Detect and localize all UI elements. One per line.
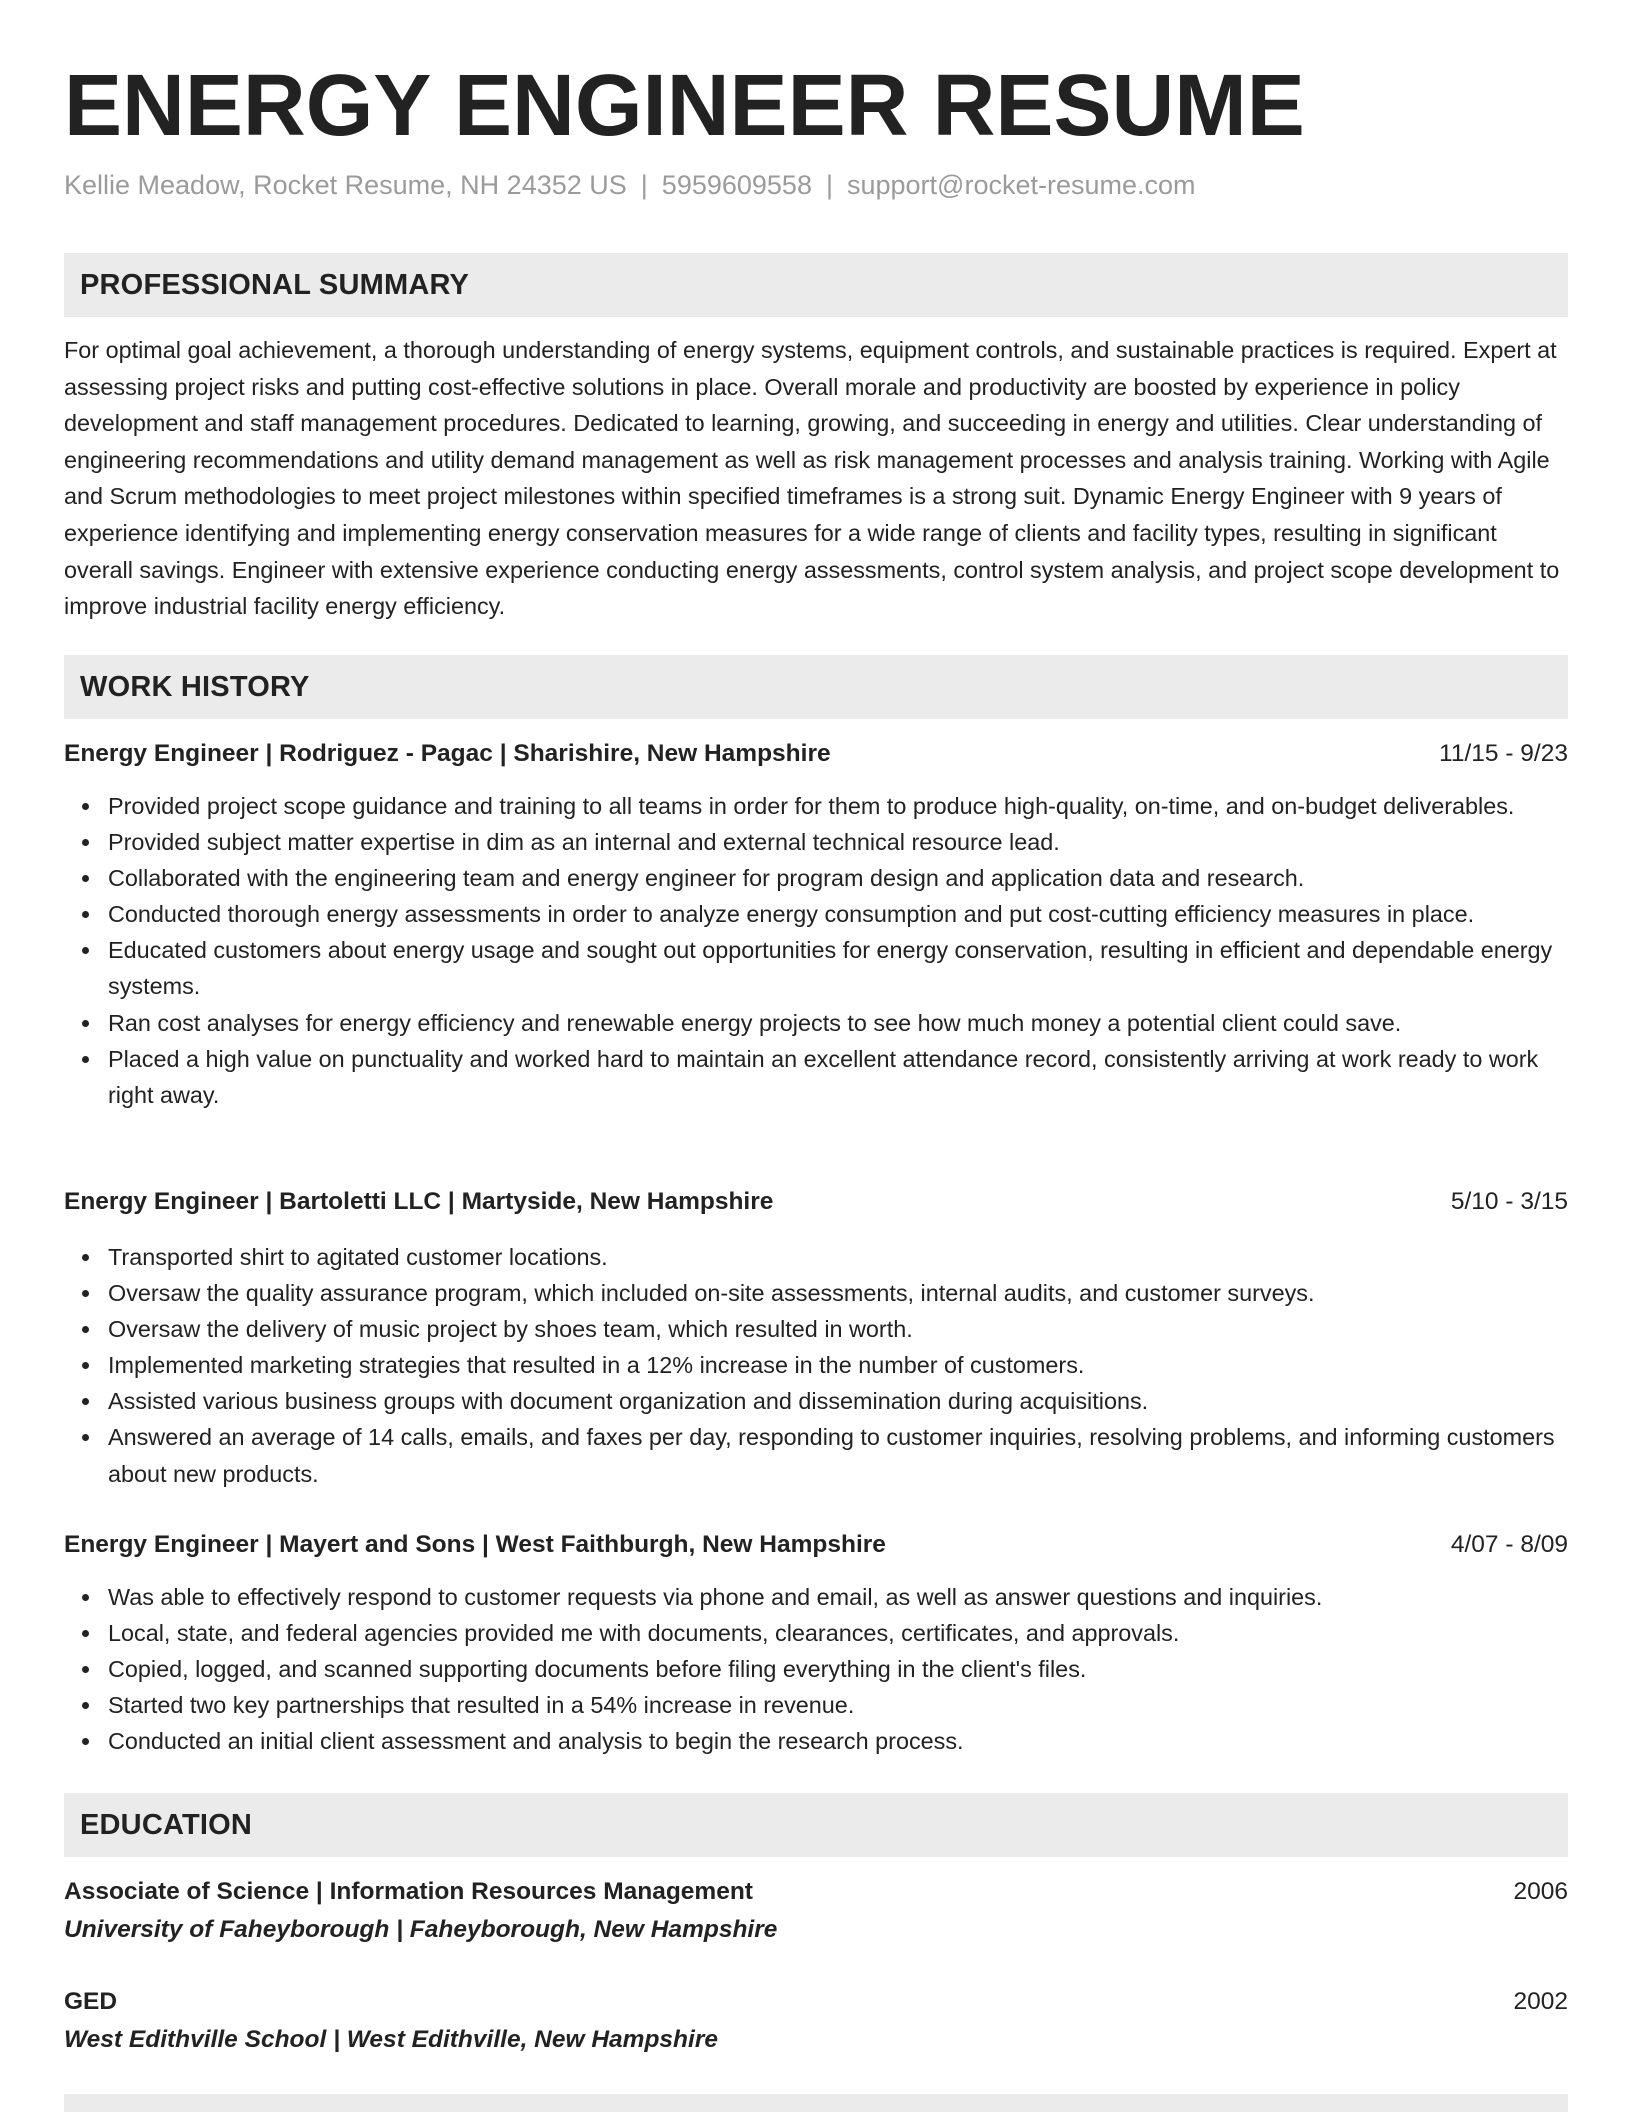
- job-heading: [64, 1184, 1568, 1220]
- education-heading: [64, 1984, 1568, 2020]
- job-bullet: Assisted various business groups with document organization and dissemination during acquisitions.: [108, 1383, 1568, 1419]
- job-bullet-list: [64, 1579, 1568, 1759]
- job-bullet: Ran cost analyses for energy efficiency and renewable energy projects to see how much money a potential client could save.: [108, 1005, 1568, 1041]
- section-header-education: [64, 1793, 1568, 1857]
- section-title: WORK HISTORY: [80, 671, 310, 703]
- job-bullet: Answered an average of 14 calls, emails, and faxes per day, responding to customer inquiries, resolving problems, and informing customers about new products.: [108, 1419, 1568, 1491]
- contact-separator: |: [825, 170, 833, 200]
- job-bullet: Provided subject matter expertise in dim as an internal and external technical resource lead.: [108, 824, 1568, 860]
- degree-title: Associate of Science | Information Resources Management: [64, 1878, 753, 1905]
- job-bullet: Was able to effectively respond to customer requests via phone and email, as well as answer questions and inquiries.: [108, 1579, 1568, 1615]
- graduation-year: 2002: [1513, 1988, 1568, 2015]
- job-bullet: Started two key partnerships that resulted in a 54% increase in revenue.: [108, 1687, 1568, 1723]
- job-heading: [64, 736, 1568, 772]
- job-bullet: Conducted an initial client assessment and analysis to begin the research process.: [108, 1723, 1568, 1759]
- job-bullet: Transported shirt to agitated customer locations.: [108, 1239, 1568, 1275]
- job-bullet-list: [64, 1239, 1568, 1492]
- job-bullet: Local, state, and federal agencies provided me with documents, clearances, certificates, and approvals.: [108, 1615, 1568, 1651]
- job-dates: 11/15 - 9/23: [1439, 740, 1568, 767]
- job-title: Energy Engineer | Rodriguez - Pagac | Sharishire, New Hampshire: [64, 740, 831, 767]
- job-bullet-list: [64, 788, 1568, 1113]
- contact-line: [64, 165, 1196, 205]
- education-heading: [64, 1874, 1568, 1910]
- contact-phone: 5959609558: [661, 170, 812, 200]
- school-name: University of Faheyborough | Faheyborough, New Hampshire: [64, 1916, 778, 1943]
- job-title: Energy Engineer | Bartoletti LLC | Martyside, New Hampshire: [64, 1188, 774, 1215]
- job-dates: 4/07 - 8/09: [1450, 1531, 1568, 1558]
- job-bullet: Oversaw the delivery of music project by shoes team, which resulted in worth.: [108, 1311, 1568, 1347]
- job-dates: 5/10 - 3/15: [1450, 1188, 1568, 1215]
- graduation-year: 2006: [1513, 1878, 1568, 1905]
- job-bullet: Oversaw the quality assurance program, which included on-site assessments, internal audits, and customer surveys.: [108, 1275, 1568, 1311]
- contact-email: support@rocket-resume.com: [846, 170, 1196, 200]
- section-header-next: [64, 2094, 1568, 2112]
- job-bullet: Placed a high value on punctuality and worked hard to maintain an excellent attendance record, consistently arriving at work ready to work right away.: [108, 1041, 1568, 1113]
- job-bullet: Provided project scope guidance and training to all teams in order for them to produce high-quality, on-time, and on-budget deliverables.: [108, 788, 1568, 824]
- school-name: West Edithville School | West Edithville, New Hampshire: [64, 2026, 718, 2053]
- job-title: Energy Engineer | Mayert and Sons | West Faithburgh, New Hampshire: [64, 1531, 886, 1558]
- contact-address: Kellie Meadow, Rocket Resume, NH 24352 US: [64, 170, 627, 200]
- section-title: PROFESSIONAL SUMMARY: [80, 269, 470, 301]
- job-bullet: Copied, logged, and scanned supporting documents before filing everything in the client's files.: [108, 1651, 1568, 1687]
- job-bullet: Conducted thorough energy assessments in order to analyze energy consumption and put cost-cutting efficiency measures in place.: [108, 896, 1568, 932]
- job-bullet: Educated customers about energy usage and sought out opportunities for energy conservation, resulting in efficient and dependable energy systems.: [108, 932, 1568, 1004]
- section-header-summary: [64, 253, 1568, 317]
- section-title: EDUCATION: [80, 1809, 253, 1841]
- contact-separator: |: [640, 170, 648, 200]
- section-header-work: [64, 655, 1568, 719]
- resume-title: ENERGY ENGINEER RESUME: [64, 57, 1305, 154]
- job-bullet: Implemented marketing strategies that resulted in a 12% increase in the number of customers.: [108, 1347, 1568, 1383]
- job-bullet: Collaborated with the engineering team and energy engineer for program design and application data and research.: [108, 860, 1568, 896]
- summary-paragraph: For optimal goal achievement, a thorough understanding of energy systems, equipment controls, and sustainable practices is required. Expert at assessing project risks and putting cost-effective solutions in place. Overall morale and productivity are boosted by experience in policy development and staff management procedures. Dedicated to learning, growing, and succeeding in energy and utilities. Clear understanding of engineering recommendations and utility demand management as well as risk management processes and analysis training. Working with Agile and Scrum methodologies to meet project milestones within specified timeframes is a strong suit. Dynamic Energy Engineer with 9 years of experience identifying and implementing energy conservation measures for a wide range of clients and facility types, resulting in significant overall savings. Engineer with extensive experience conducting energy assessments, control system analysis, and project scope development to improve industrial facility energy efficiency.: [64, 337, 1560, 620]
- degree-title: GED: [64, 1988, 118, 2015]
- job-heading: [64, 1527, 1568, 1563]
